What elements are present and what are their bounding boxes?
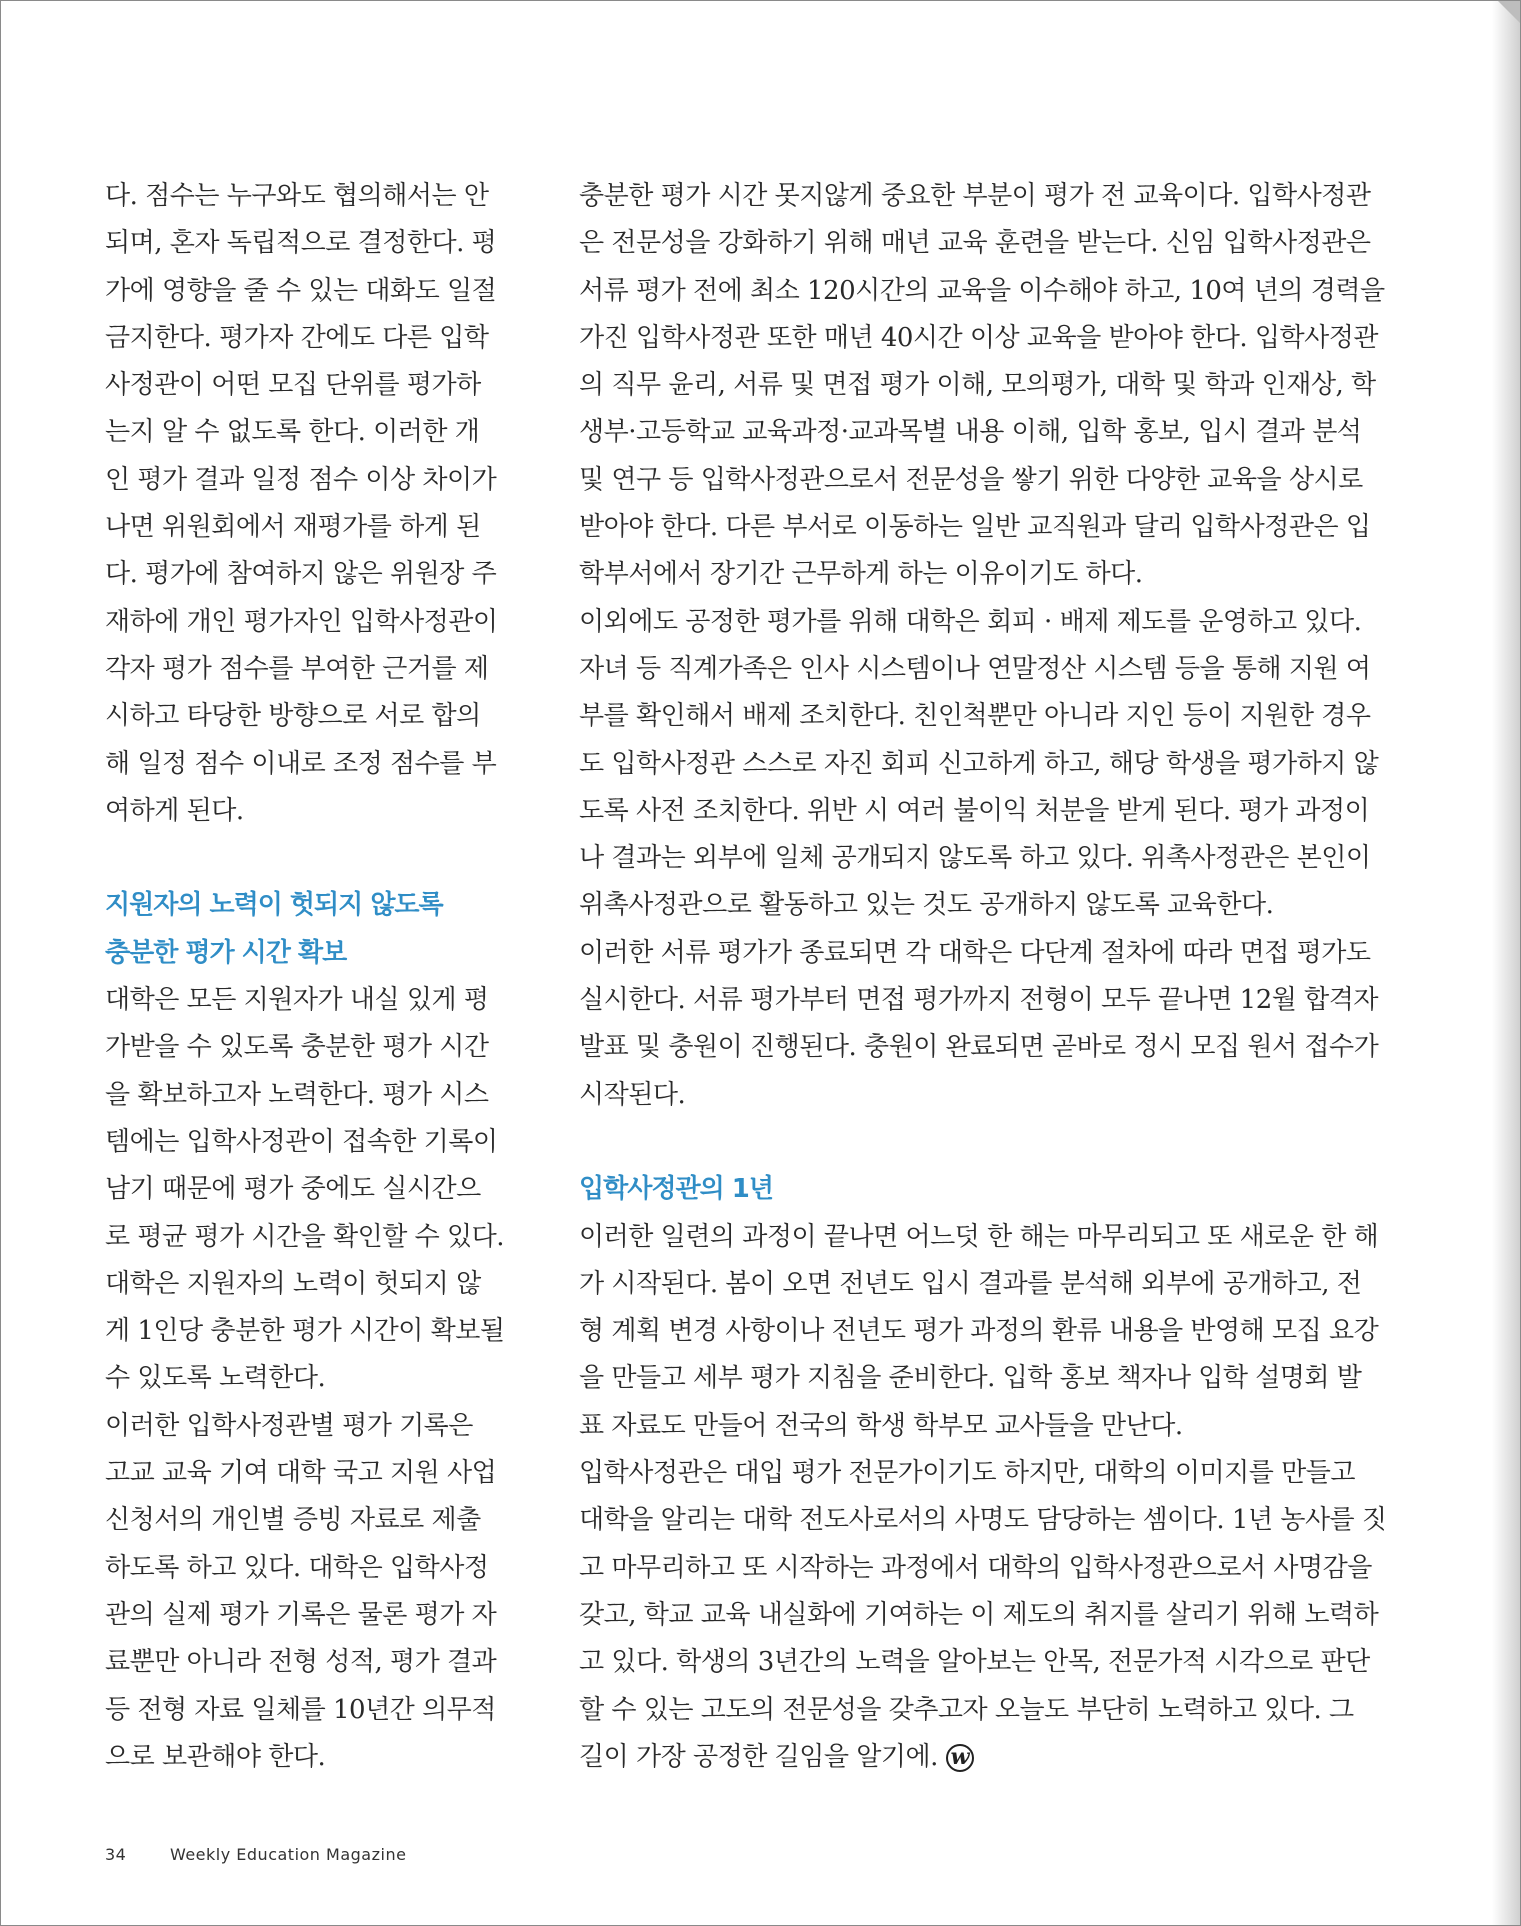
text-line: 실시한다. 서류 평가부터 면접 평가까지 전형이 모두 끝나면 12월 합격자 — [579, 985, 1378, 1016]
text-line: 재하에 개인 평가자인 입학사정관이 — [105, 606, 498, 637]
text-line: 는지 알 수 없도록 한다. 이러한 개 — [105, 417, 480, 448]
page-fold-corner — [1498, 1, 1520, 23]
right-paragraph-5 — [579, 1450, 1387, 1781]
text-line: 다. 점수는 누구와도 협의해서는 안 — [105, 181, 489, 211]
text-line: 대학을 알리는 대학 전도사로서의 사명도 담당하는 셈이다. 1년 농사를 짓 — [579, 1505, 1387, 1536]
heading-line: 충분한 평가 시간 확보 — [105, 937, 347, 968]
text-line: 이러한 입학사정관별 평가 기록은 — [105, 1410, 473, 1441]
text-line: 되며, 혼자 독립적으로 결정한다. 평 — [105, 228, 497, 259]
text-line: 입학사정관은 대입 평가 전문가이기도 하지만, 대학의 이미지를 만들고 — [579, 1458, 1355, 1489]
text-line: 가에 영향을 줄 수 있는 대화도 일절 — [105, 275, 497, 306]
right-paragraph-4 — [579, 1214, 1379, 1450]
text-line: 남기 때문에 평가 중에도 실시간으 — [105, 1174, 481, 1205]
text-line: 가진 입학사정관 또한 매년 40시간 이상 교육을 받아야 한다. 입학사정관 — [579, 322, 1378, 353]
text-line: 해 일정 점수 이내로 조정 점수를 부 — [105, 748, 497, 779]
magazine-name: Weekly Education Magazine — [169, 1845, 407, 1864]
text-line: 이외에도 공정한 평가를 위해 대학은 회피 · 배제 제도를 운영하고 있다. — [579, 606, 1362, 637]
text-line: 이러한 일련의 과정이 끝나면 어느덧 한 해는 마무리되고 또 새로운 한 해 — [579, 1221, 1379, 1252]
text-line: 갖고, 학교 교육 내실화에 기여하는 이 제도의 취지를 살리기 위해 노력하 — [579, 1599, 1379, 1630]
text-line: 다. 평가에 참여하지 않은 위원장 주 — [105, 559, 497, 590]
text-line: 충분한 평가 시간 못지않게 중요한 부분이 평가 전 교육이다. 입학사정관 — [579, 181, 1371, 211]
heading-line: 지원자의 노력이 헛되지 않도록 — [105, 890, 443, 921]
text-line: 받아야 한다. 다른 부서로 이동하는 일반 교직원과 달리 입학사정관은 입 — [579, 512, 1371, 543]
text-line: 을 만들고 세부 평가 지침을 준비한다. 입학 홍보 책자나 입학 설명회 발 — [579, 1363, 1362, 1394]
text-line: 각자 평가 점수를 부여한 근거를 제 — [105, 653, 489, 684]
text-line: 사정관이 어떤 모집 단위를 평가하 — [105, 370, 481, 401]
article-end-mark-icon: w — [946, 1744, 974, 1772]
right-paragraph-3 — [579, 930, 1379, 1119]
section-heading-admission-officer-year: 입학사정관의 1년 — [579, 1174, 773, 1205]
text-line: 자녀 등 직계가족은 인사 시스템이나 연말정산 시스템 등을 통해 지원 여 — [579, 653, 1371, 684]
text-line: 부를 확인해서 배제 조치한다. 친인척뿐만 아니라 지인 등이 지원한 경우 — [579, 701, 1371, 732]
text-line: 신청서의 개인별 증빙 자료로 제출 — [105, 1505, 481, 1536]
text-line: 시하고 타당한 방향으로 서로 합의 — [105, 701, 481, 732]
text-line: 가받을 수 있도록 충분한 평가 시간 — [105, 1032, 489, 1063]
page-edge-shadow — [1492, 1, 1520, 1925]
text-line: 금지한다. 평가자 간에도 다른 입학 — [105, 322, 489, 353]
text-line: 도 입학사정관 스스로 자진 회피 신고하게 하고, 해당 학생을 평가하지 않 — [579, 748, 1379, 779]
text-line: 로 평균 평가 시간을 확인할 수 있다. — [105, 1221, 504, 1252]
page-footer — [105, 1845, 406, 1864]
text-line: 도록 사전 조치한다. 위반 시 여러 불이익 처분을 받게 된다. 평가 과정이 — [579, 795, 1370, 826]
text-line: 인 평가 결과 일정 점수 이상 차이가 — [105, 464, 497, 495]
text-line: 고 마무리하고 또 시작하는 과정에서 대학의 입학사정관으로서 사명감을 — [579, 1552, 1372, 1583]
right-paragraph-2 — [579, 599, 1379, 930]
text-line: 여하게 된다. — [105, 795, 244, 826]
last-line-text: 길이 가장 공정한 길임을 알기에. — [579, 1741, 938, 1772]
text-line: 이러한 서류 평가가 종료되면 각 대학은 다단계 절차에 따라 면접 평가도 — [579, 937, 1371, 968]
left-column — [105, 173, 505, 1781]
text-line: 생부·고등학교 교육과정·교과목별 내용 이해, 입학 홍보, 입시 결과 분석 — [579, 417, 1362, 448]
left-paragraph-2 — [105, 977, 505, 1403]
text-line: 할 수 있는 고도의 전문성을 갖추고자 오늘도 부단히 노력하고 있다. 그 — [579, 1694, 1354, 1725]
spacer — [579, 1119, 1361, 1166]
spacer — [105, 835, 505, 882]
right-column — [579, 173, 1387, 1781]
text-line: 으로 보관해야 한다. — [105, 1741, 326, 1772]
text-line: 형 계획 변경 사항이나 전년도 평가 과정의 환류 내용을 반영해 모집 요강 — [579, 1316, 1379, 1347]
text-line: 표 자료도 만들어 전국의 학생 학부모 교사들을 만난다. — [579, 1410, 1183, 1441]
left-paragraph-1 — [105, 173, 505, 835]
text-line: 나면 위원회에서 재평가를 하게 된 — [105, 512, 481, 543]
text-line: 료뿐만 아니라 전형 성적, 평가 결과 — [105, 1647, 497, 1678]
text-line: 고교 교육 기여 대학 국고 지원 사업 — [105, 1458, 497, 1489]
text-line: 템에는 입학사정관이 접속한 기록이 — [105, 1126, 498, 1157]
text-line: 나 결과는 외부에 일체 공개되지 않도록 하고 있다. 위촉사정관은 본인이 — [579, 843, 1371, 874]
text-line: 을 확보하고자 노력한다. 평가 시스 — [105, 1079, 489, 1110]
text-line — [579, 1734, 1361, 1781]
text-line: 의 직무 윤리, 서류 및 면접 평가 이해, 모의평가, 대학 및 학과 인재상, 학 — [579, 370, 1376, 401]
text-line: 발표 및 충원이 진행된다. 충원이 완료되면 곧바로 정시 모집 원서 접수가 — [579, 1032, 1379, 1063]
text-line: 하도록 하고 있다. 대학은 입학사정 — [105, 1552, 489, 1583]
text-line: 위촉사정관으로 활동하고 있는 것도 공개하지 않도록 교육한다. — [579, 890, 1274, 921]
left-paragraph-3 — [105, 1403, 505, 1781]
text-line: 학부서에서 장기간 근무하게 하는 이유이기도 하다. — [579, 559, 1143, 590]
page-number: 34 — [105, 1845, 127, 1864]
text-line: 및 연구 등 입학사정관으로서 전문성을 쌓기 위한 다양한 교육을 상시로 — [579, 464, 1363, 495]
text-line: 관의 실제 평가 기록은 물론 평가 자 — [105, 1599, 497, 1630]
text-line: 은 전문성을 강화하기 위해 매년 교육 훈련을 받는다. 신임 입학사정관은 — [579, 228, 1371, 259]
text-line: 대학은 지원자의 노력이 헛되지 않 — [105, 1268, 481, 1299]
text-line: 시작된다. — [579, 1079, 686, 1110]
text-line: 수 있도록 노력한다. — [105, 1363, 326, 1394]
text-line: 서류 평가 전에 최소 120시간의 교육을 이수해야 하고, 10여 년의 경력을 — [579, 275, 1385, 306]
text-line: 등 전형 자료 일체를 10년간 의무적 — [105, 1694, 496, 1725]
section-heading-evaluation-time — [105, 882, 505, 977]
text-line: 대학은 모든 지원자가 내실 있게 평 — [105, 985, 489, 1016]
text-line: 가 시작된다. 봄이 오면 전년도 입시 결과를 분석해 외부에 공개하고, 전 — [579, 1268, 1362, 1299]
text-line: 고 있다. 학생의 3년간의 노력을 알아보는 안목, 전문가적 시각으로 판단 — [579, 1647, 1370, 1678]
right-paragraph-1 — [579, 173, 1385, 599]
text-line: 게 1인당 충분한 평가 시간이 확보될 — [105, 1316, 505, 1347]
